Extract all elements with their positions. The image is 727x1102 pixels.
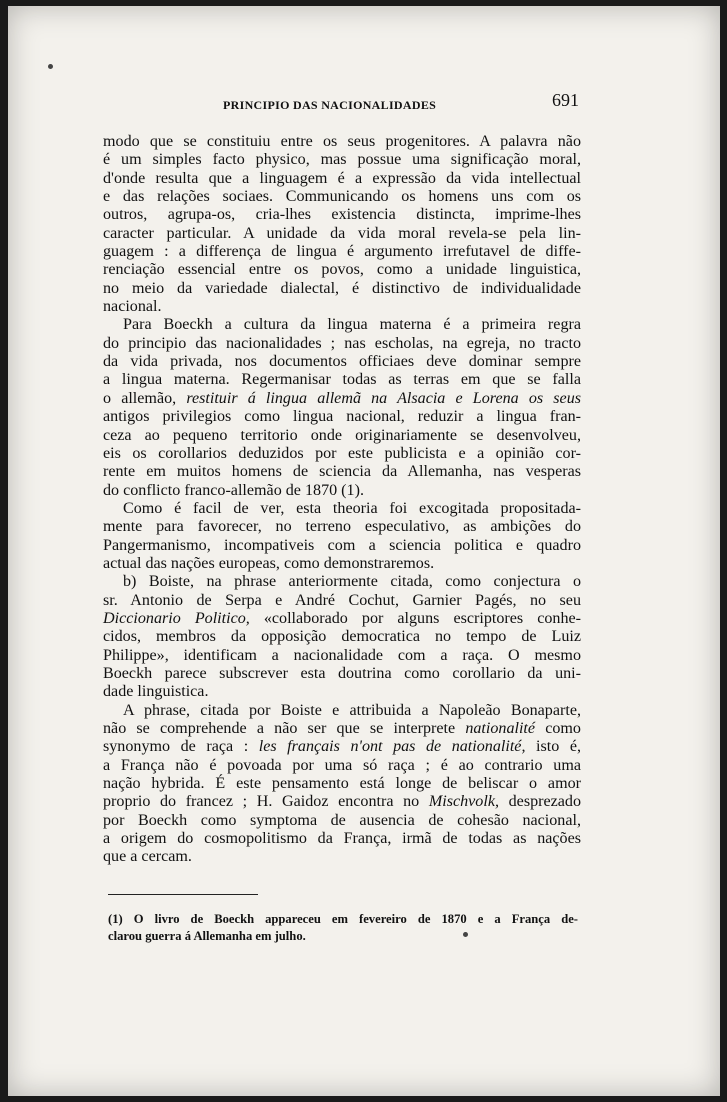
text-line: por Boeckh como symptoma de ausencia de cohesão nacional, xyxy=(103,811,581,829)
text-line: d'onde resulta que a linguagem é a expressão da vida intellectual xyxy=(103,169,581,187)
book-page xyxy=(8,6,720,1096)
text-line: a origem do cosmopolitismo da França, irmã de todas as nações xyxy=(103,830,581,848)
text-line: renciação essencial entre os povos, como a unidade linguistica, xyxy=(103,261,581,279)
page-number: 691 xyxy=(552,90,579,110)
text-line xyxy=(103,390,581,408)
text-segment: o allemão, xyxy=(103,389,177,407)
text-line: eis os corollarios deduzidos por este publicista e a opinião cor- xyxy=(103,444,581,462)
text-line: a França não é povoada por uma só raça ; é ao contrario uma xyxy=(103,756,581,774)
ink-speck xyxy=(48,64,53,69)
text-line: Philippe», identificam a nacionalidade com a raça. O mesmo xyxy=(103,646,581,664)
text-line xyxy=(103,720,581,738)
text-line: mente para favorecer, no terreno especulativo, as ambições do xyxy=(103,518,581,536)
text-segment: «collaborado por alguns escriptores conhe- xyxy=(263,609,581,627)
text-line: cidos, membros da opposição democratica no tempo de Luiz xyxy=(103,628,581,646)
running-title: PRINCIPIO DAS NACIONALIDADES xyxy=(223,98,437,112)
text-line: da vida privada, nos documentos officiaes deve dominar sempre xyxy=(103,353,581,371)
text-line: nacional. xyxy=(103,298,162,316)
text-line: guagem : a differença de lingua é argumento irrefutavel de diffe- xyxy=(103,243,581,261)
text-line: Como é facil de ver, esta theoria foi excogitada propositada- xyxy=(123,499,581,517)
text-segment: isto é, xyxy=(536,738,581,756)
text-line: ceza ao pequeno territorio onde originariamente se desenvolveu, xyxy=(103,426,581,444)
text-line: A phrase, citada por Boiste e attribuida a Napoleão Bonaparte, xyxy=(123,701,581,719)
text-line: do conflicto franco-allemão de 1870 (1). xyxy=(103,481,364,499)
text-line xyxy=(103,610,581,628)
text-line: e das relações sociaes. Communicando os homens uns com os xyxy=(103,188,581,206)
italic-segment: les français n'ont pas de nationalité, xyxy=(258,738,526,756)
italic-segment: Diccionario Politico, xyxy=(103,609,250,627)
text-line: que a cercam. xyxy=(103,848,192,866)
italic-segment: nationalité xyxy=(465,720,536,737)
ink-speck xyxy=(463,932,468,937)
text-segment: proprio do francez ; H. Gaidoz encontra no xyxy=(103,793,420,811)
footnote-line: clarou guerra á Allemanha em julho. xyxy=(108,929,306,943)
text-line: Boeckh parece subscrever esta doutrina como corollario da uni- xyxy=(103,664,581,682)
text-segment: synonymo de raça : xyxy=(103,738,249,756)
text-line: actual das nações europeas, como demonstraremos. xyxy=(103,554,435,572)
text-line xyxy=(103,793,581,811)
text-line: a lingua materna. Regermanisar todas as terras em que se falla xyxy=(103,371,581,389)
text-segment: não se comprehende a não ser que se interprete xyxy=(103,720,456,737)
text-line: outros, agrupa-os, cria-lhes existencia distincta, imprime-lhes xyxy=(103,206,581,224)
text-line: do principio das nacionalidades ; nas escholas, na egreja, no tracto xyxy=(103,334,581,352)
text-line: modo que se constituiu entre os seus progenitores. A palavra não xyxy=(103,133,581,150)
text-line: rente em muitos homens de sciencia da Allemanha, nas vesperas xyxy=(103,463,581,481)
text-line: nação hybrida. É este pensamento está longe de beliscar o amor xyxy=(103,775,581,793)
footnote xyxy=(108,911,578,945)
body-text xyxy=(103,133,581,867)
text-line: Para Boeckh a cultura da lingua materna é a primeira regra xyxy=(123,316,581,334)
footnote-line: (1) O livro de Boeckh appareceu em fevereiro de 1870 e a França de- xyxy=(108,912,578,926)
text-line: é um simples facto physico, mas possue uma significação moral, xyxy=(103,151,581,169)
text-line: b) Boiste, na phrase anteriormente citada, como conjectura o xyxy=(123,573,581,591)
text-line: caracter particular. A unidade da vida moral revela-se pela lin- xyxy=(103,224,581,242)
text-line: sr. Antonio de Serpa e André Cochut, Garnier Pagés, no seu xyxy=(103,591,581,609)
footnote-separator xyxy=(108,894,258,895)
text-line: no meio da variedade dialectal, é distinctivo de individualidade xyxy=(103,279,581,297)
text-line: Pangermanismo, incompativeis com a sciencia politica e quadro xyxy=(103,536,581,554)
text-segment: como xyxy=(545,720,581,737)
text-line: dade linguistica. xyxy=(103,683,209,701)
italic-segment: restituir á lingua allemã na Alsacia e Lorena os seus xyxy=(186,389,582,407)
italic-segment: Mischvolk, xyxy=(428,793,499,811)
text-line: antigos privilegios como lingua nacional, reduzir a lingua fran- xyxy=(103,408,581,426)
text-segment: desprezado xyxy=(508,793,582,811)
text-line xyxy=(103,738,581,756)
page-header xyxy=(103,90,581,120)
